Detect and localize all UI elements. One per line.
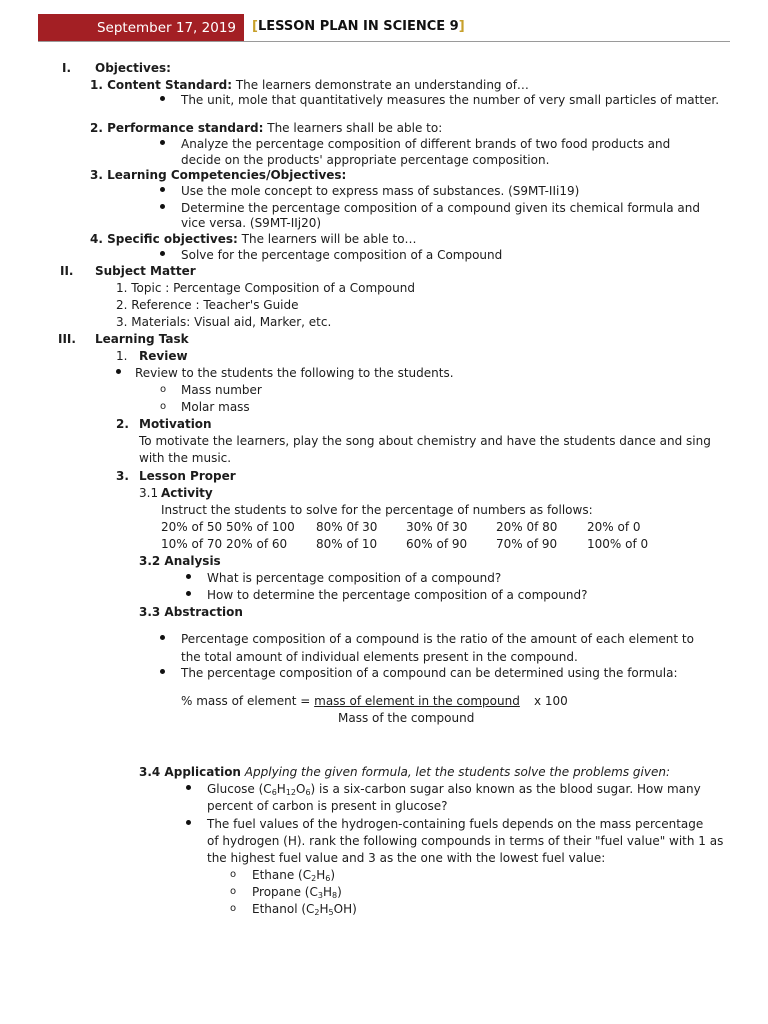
application-problem-2-line-1: The fuel values of the hydrogen-containing fuels depends on the mass percentage [207,817,704,831]
bracket-close: ] [458,19,465,34]
bullet-icon [160,96,165,101]
compound-text: OH) [333,902,357,916]
activity-cell: 70% of 90 [496,537,558,551]
activity-cell: 30% 0f 30 [406,520,468,534]
analysis-label: 3.2 Analysis [139,554,221,568]
lesson-proper-label: Lesson Proper [139,469,236,483]
competencies-label: 3. Learning Competencies/Objectives: [90,168,347,182]
circle-bullet-icon: o [230,886,237,897]
formula-numerator: mass of element in the compound [314,694,520,708]
header-date: September 17, 2019 [96,20,236,36]
content-standard-label: 1. Content Standard: [90,78,233,92]
activity-cell: 20% of 50 [161,520,223,534]
review-item-molar-mass: Molar mass [181,400,250,414]
compound-ethanol [252,901,357,921]
compound-text: H [319,902,329,916]
subscript: 2 [311,874,317,883]
activity-cell: 80% 0f 30 [316,520,378,534]
bullet-icon [160,635,165,640]
activity-cell: 50% of 100 [226,520,295,534]
bullet-icon [186,591,191,596]
subscript: 12 [285,788,296,797]
motivation-label: Motivation [139,417,212,431]
application-text: Applying the given formula, let the students solve the problems given: [240,765,671,779]
application-problem-2-line-2: of hydrogen (H). rank the following compounds in terms of their "fuel value" with 1 as [207,834,724,848]
activity-cell: 20% of 0 [587,520,641,534]
review-label: Review [139,349,188,363]
header-title-wrap [252,19,465,34]
motivation-text-line-2: with the music. [139,451,232,465]
bullet-icon [160,187,165,192]
bullet-icon [160,669,165,674]
performance-standard-text: The learners shall be able to: [263,121,443,135]
compound-text: Ethanol (C [252,902,315,916]
activity-cell: 80% of 10 [316,537,378,551]
subscript: 5 [328,908,334,917]
subject-item-topic: 1. Topic : Percentage Composition of a Compound [116,281,415,295]
subscript: 8 [332,891,338,900]
competency-2-line-2: vice versa. (S9MT-IIj20) [181,216,322,230]
application-problem-1-line-2: percent of carbon is present in glucose? [207,799,448,813]
section-3-title: Learning Task [95,332,189,346]
section-1-number: I. [62,61,72,75]
content-standard-text: The learners demonstrate an understanding of… [232,78,529,92]
section-1-title: Objectives: [95,61,171,75]
header-date-bar [38,14,244,42]
competency-1: Use the mole concept to express mass of substances. (S9MT-IIi19) [181,184,580,198]
subscript: 6 [271,788,277,797]
motivation-text-line-1: To motivate the learners, play the song about chemistry and have the students dance and sing [139,434,711,448]
review-number: 1. [116,349,128,363]
glucose-text: Glucose (C [207,782,272,796]
section-2-number: II. [60,264,74,278]
section-3-number: III. [58,332,76,346]
application-label: 3.4 Application [139,765,241,779]
subscript: 6 [305,788,311,797]
specific-objective-bullet: Solve for the percentage composition of a Compound [181,248,503,262]
bullet-icon [160,204,165,209]
motivation-number: 2. [116,417,129,431]
specific-objectives-text: The learners will be able to… [237,232,417,246]
glucose-text: O [296,782,306,796]
subject-item-reference: 2. Reference : Teacher's Guide [116,298,299,312]
application-problem-2-line-3: the highest fuel value and 3 as the one with the lowest fuel value: [207,851,606,865]
performance-bullet-line-1: Analyze the percentage composition of different brands of two food products and [181,137,671,151]
abstraction-label: 3.3 Abstraction [139,605,243,619]
compound-text: H [322,885,332,899]
activity-cell: 60% of 90 [406,537,468,551]
subscript: 2 [314,908,320,917]
header-divider [38,41,730,42]
activity-cell: 100% of 0 [587,537,649,551]
circle-bullet-icon: o [160,384,167,395]
bullet-icon [160,251,165,256]
circle-bullet-icon: o [160,401,167,412]
subject-item-materials: 3. Materials: Visual aid, Marker, etc. [116,315,332,329]
lesson-proper-number: 3. [116,469,129,483]
formula-numerator-row [181,693,520,709]
formula-denominator: Mass of the compound [338,711,475,725]
activity-text: Instruct the students to solve for the percentage of numbers as follows: [161,503,593,517]
specific-objectives-label: 4. Specific objectives: [90,232,238,246]
compound-text: H [316,868,326,882]
analysis-question-1: What is percentage composition of a compound? [207,571,502,585]
circle-bullet-icon: o [230,869,237,880]
subscript: 6 [325,874,331,883]
activity-cell: 20% of 60 [226,537,288,551]
bullet-icon [186,785,191,790]
analysis-question-2: How to determine the percentage composition of a compound? [207,588,588,602]
section-2-title: Subject Matter [95,264,196,278]
abstraction-bullet-2: The percentage composition of a compound can be determined using the formula: [181,666,678,680]
compound-text: Propane (C [252,885,318,899]
activity-number: 3.1 [139,486,159,500]
competency-2-line-1: Determine the percentage composition of a compound given its chemical formula and [181,201,700,215]
performance-standard [90,120,442,136]
glucose-text: ) is a six-carbon sugar also known as the blood sugar. How many [310,782,701,796]
formula-multiplier: x 100 [534,694,568,708]
activity-label: Activity [161,486,213,500]
abstraction-bullet-1-line-1: Percentage composition of a compound is the ratio of the amount of each element to [181,632,694,646]
abstraction-bullet-1-line-2: the total amount of individual elements present in the compound. [181,650,578,664]
glucose-text: H [276,782,286,796]
activity-cell: 20% 0f 80 [496,520,558,534]
compound-text: ) [337,885,342,899]
circle-bullet-icon: o [230,903,237,914]
performance-bullet-line-2: decide on the products' appropriate percentage composition. [181,153,550,167]
compound-text: Ethane (C [252,868,312,882]
activity-cell: 10% of 70 [161,537,223,551]
specific-objectives [90,231,417,247]
bullet-icon [116,369,121,374]
compound-text: ) [330,868,336,882]
bracket-open: [ [252,19,258,34]
header-title: LESSON PLAN IN SCIENCE 9 [257,19,459,34]
subscript: 3 [317,891,323,900]
bullet-icon [186,574,191,579]
content-standard [90,77,529,93]
content-standard-bullet: The unit, mole that quantitatively measures the number of very small particles of matter. [181,93,720,107]
bullet-icon [186,820,191,825]
review-item-mass-number: Mass number [181,383,262,397]
bullet-icon [160,140,165,145]
review-bullet: Review to the students the following to the students. [135,366,454,380]
performance-standard-label: 2. Performance standard: [90,121,264,135]
application [139,764,670,780]
formula-lhs: % mass of element = [181,694,315,708]
